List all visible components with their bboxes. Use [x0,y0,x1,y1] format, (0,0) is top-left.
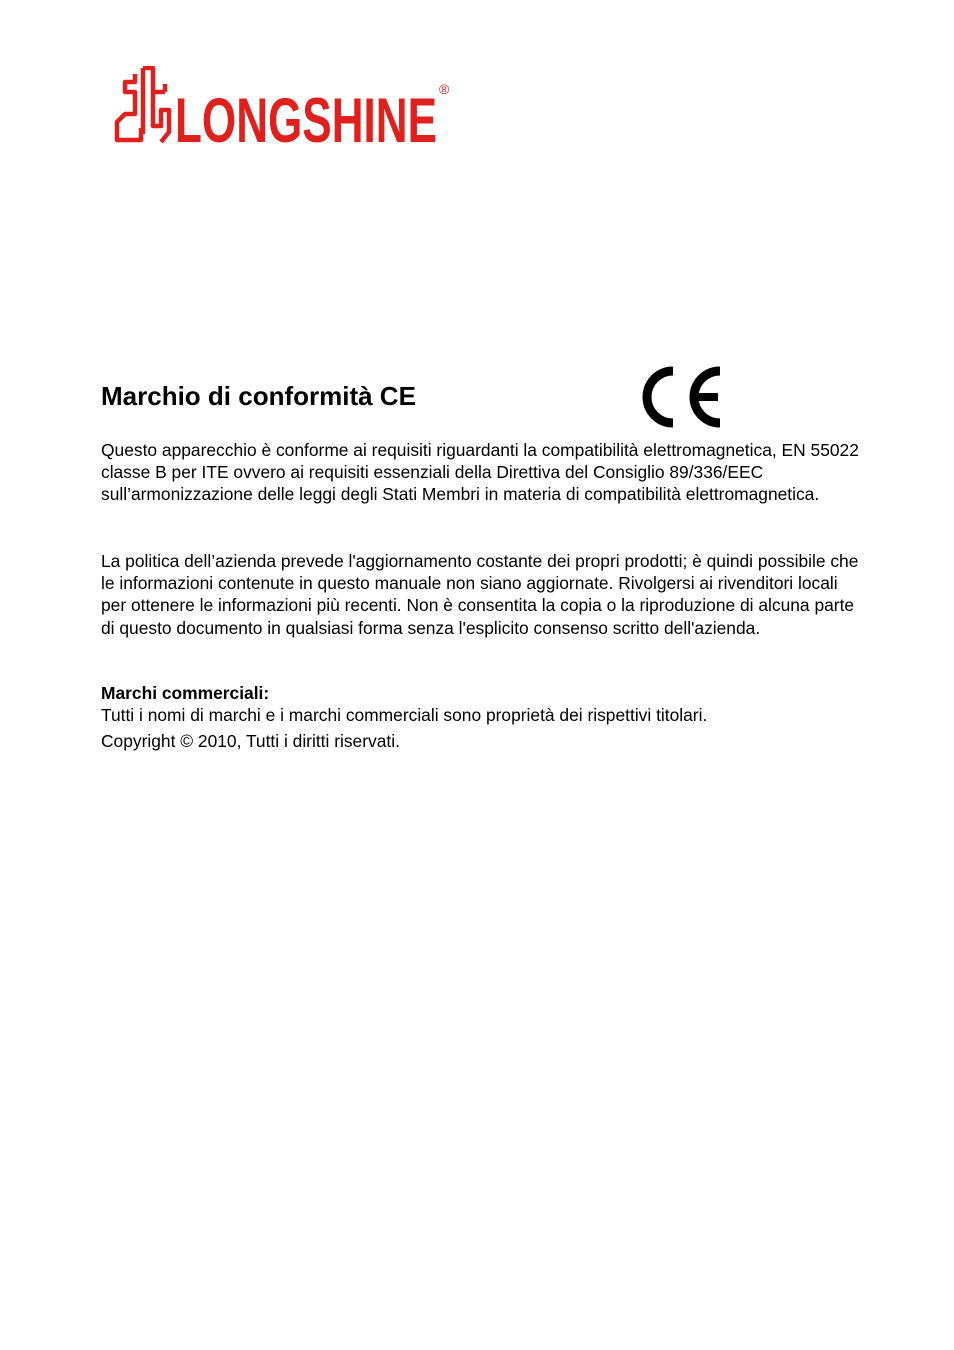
longshine-logo [113,66,458,148]
registered-mark: ® [439,81,450,97]
ce-mark-icon [638,366,726,428]
trademarks-text: Tutti i nomi di marchi e i marchi commerciali sono proprietà dei rispettivi titolari. [101,705,708,725]
page-title: Marchio di conformità CE [101,381,416,411]
conformity-paragraph: Questo apparecchio è conforme ai requisiti riguardanti la compatibilità elettromagnetica, EN 55022 classe B per ITE ovvero ai requisiti essenziali della Direttiva del Consiglio 89/336/EEC sull’armonizzazione delle leggi degli Stati Membri in materia di compatibilità elettromagnetica. [101,440,859,505]
longshine-emblem-icon [117,68,169,142]
brand-name: LONGSHINE [175,86,437,148]
copyright-notice: Copyright © 2010, Tutti i diritti riservati. [101,731,400,751]
trademarks-heading: Marchi commerciali: [101,683,270,703]
policy-paragraph: La politica dell’azienda prevede l'aggiornamento costante dei propri prodotti; è quindi possibile che le informazioni contenute in questo manuale non siano aggiornate. Rivolgersi ai rivenditori locali per ottenere le informazioni più recenti. Non è consentita la copia o la riproduzione di alcuna parte di questo documento in qualsiasi forma senza l'esplicito consenso scritto dell'azienda. [101,551,859,638]
